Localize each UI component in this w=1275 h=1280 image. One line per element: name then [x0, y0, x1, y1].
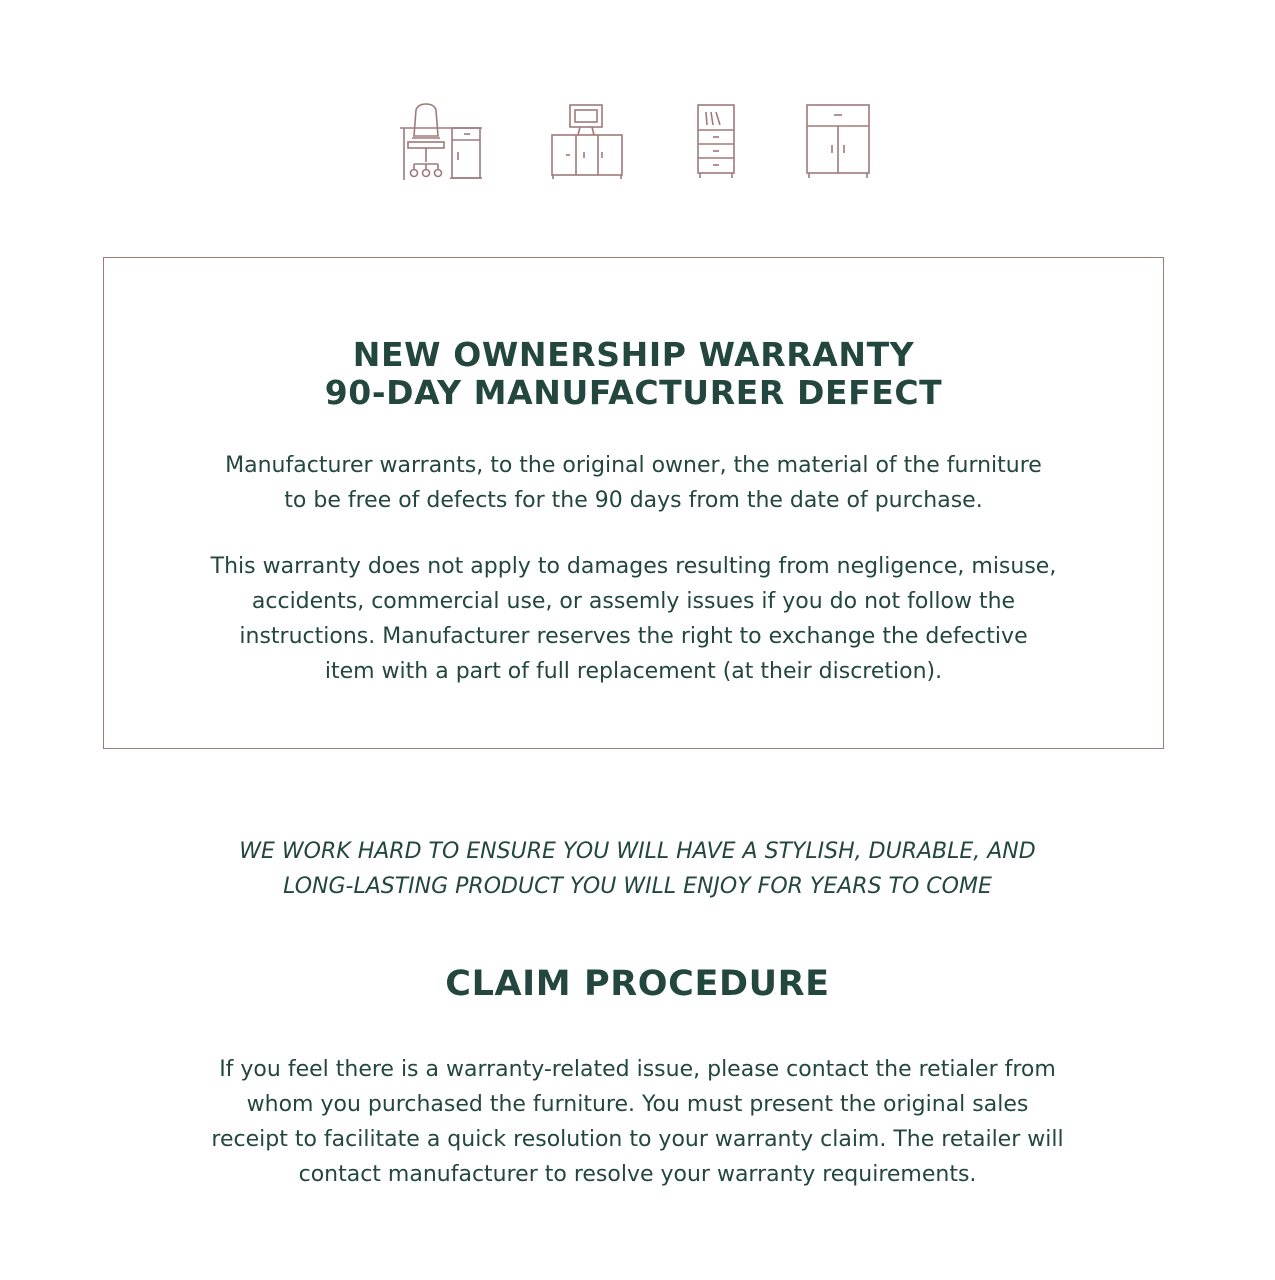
warranty-exclusions-paragraph — [104, 549, 1163, 689]
warranty-title-line-2: 90-DAY MANUFACTURER DEFECT — [324, 373, 943, 412]
warranty-title — [104, 336, 1163, 412]
text-line: to be free of defects for the 90 days from the date of purchase. — [284, 488, 983, 513]
tv-cabinet-icon — [550, 100, 624, 182]
text-line: accidents, commercial use, or assemly issues if you do not follow the — [251, 589, 1016, 614]
bookshelf-icon — [694, 100, 738, 182]
text-line: receipt to facilitate a quick resolution to your warranty claim. The retailer will — [211, 1127, 1064, 1152]
tagline — [0, 834, 1275, 904]
tagline-line: WE WORK HARD TO ENSURE YOU WILL HAVE A STYLISH, DURABLE, AND — [239, 839, 1036, 864]
warranty-title-line-1: NEW OWNERSHIP WARRANTY — [352, 335, 915, 374]
warranty-box — [103, 257, 1164, 749]
text-line: whom you purchased the furniture. You must present the original sales — [246, 1092, 1029, 1117]
text-line: contact manufacturer to resolve your warranty requirements. — [298, 1162, 977, 1187]
text-line: This warranty does not apply to damages resulting from negligence, misuse, — [210, 554, 1057, 579]
warranty-coverage-paragraph — [104, 448, 1163, 518]
claim-procedure-body — [0, 1052, 1275, 1192]
text-line: instructions. Manufacturer reserves the right to exchange the defective — [239, 624, 1028, 649]
tagline-line: LONG-LASTING PRODUCT YOU WILL ENJOY FOR YEARS TO COME — [283, 874, 992, 899]
claim-procedure-title: CLAIM PROCEDURE — [445, 964, 830, 1004]
cupboard-icon — [804, 100, 872, 182]
furniture-icons-row — [0, 100, 1275, 184]
text-line: If you feel there is a warranty-related issue, please contact the retialer from — [219, 1057, 1056, 1082]
desk-chair-icon — [398, 100, 484, 182]
text-line: item with a part of full replacement (at their discretion). — [324, 659, 943, 684]
text-line: Manufacturer warrants, to the original owner, the material of the furniture — [225, 453, 1042, 478]
